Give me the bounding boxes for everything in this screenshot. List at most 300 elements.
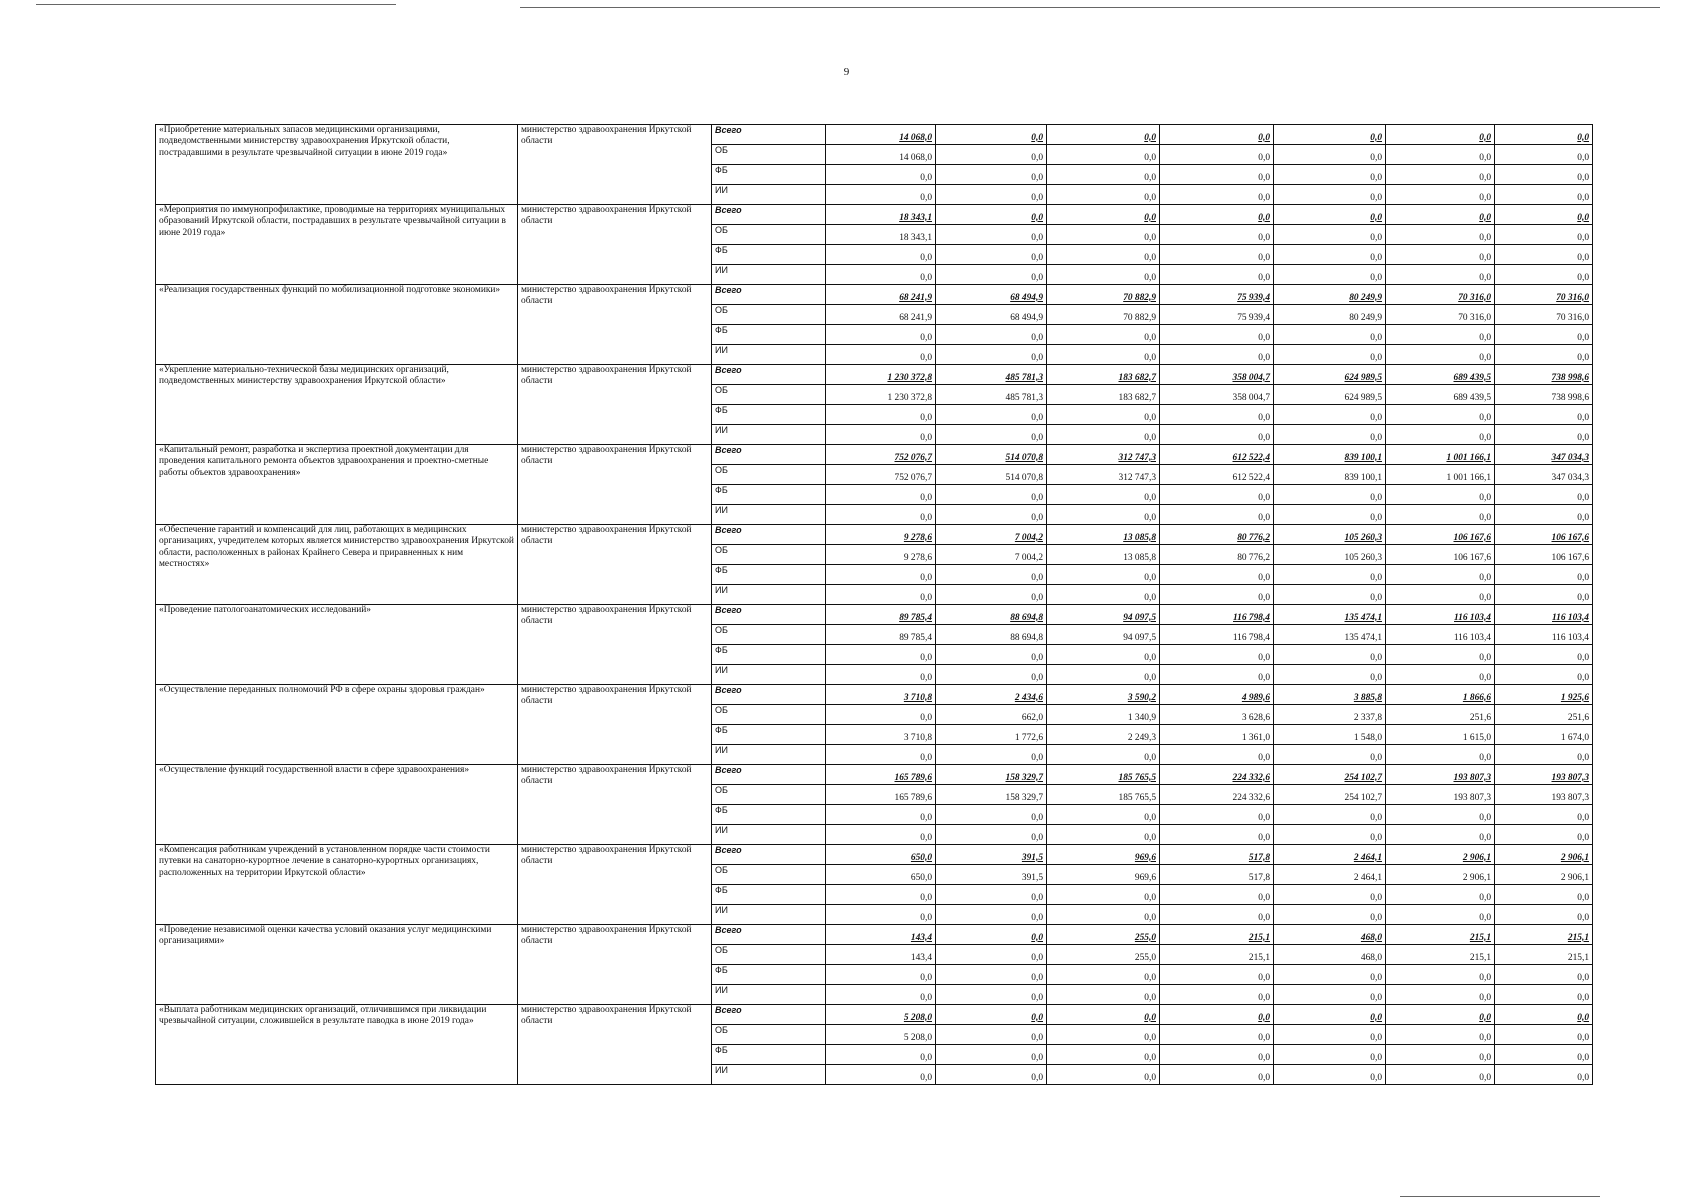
amount-cell: 7 004,2 <box>936 545 1047 565</box>
amount-cell: 116 103,4 <box>1495 605 1593 625</box>
amount-cell: 106 167,6 <box>1495 525 1593 545</box>
amount-cell: 0,0 <box>936 165 1047 185</box>
amount-cell: 116 103,4 <box>1386 625 1495 645</box>
amount-cell: 0,0 <box>936 405 1047 425</box>
amount-cell: 0,0 <box>1047 485 1160 505</box>
amount-cell: 0,0 <box>1160 1005 1274 1025</box>
amount-cell: 347 034,3 <box>1495 445 1593 465</box>
amount-cell: 0,0 <box>1160 965 1274 985</box>
amount-cell: 13 085,8 <box>1047 525 1160 545</box>
amount-cell: 0,0 <box>1386 1025 1495 1045</box>
amount-cell: 0,0 <box>1386 145 1495 165</box>
funding-source-cell: Всего <box>712 605 826 625</box>
table-row <box>156 925 1593 945</box>
amount-cell: 0,0 <box>936 325 1047 345</box>
amount-cell: 0,0 <box>936 505 1047 525</box>
amount-cell: 0,0 <box>936 1065 1047 1085</box>
amount-cell: 738 998,6 <box>1495 385 1593 405</box>
amount-cell: 193 807,3 <box>1386 765 1495 785</box>
amount-cell: 80 776,2 <box>1160 525 1274 545</box>
amount-cell: 0,0 <box>1495 645 1593 665</box>
funding-source-cell: ИИ <box>712 425 826 445</box>
amount-cell: 80 249,9 <box>1274 285 1386 305</box>
amount-cell: 0,0 <box>826 705 936 725</box>
program-name-cell: «Мероприятия по иммунопрофилактике, проводимые на территориях муниципальных образований Иркутской области, пострадавших в результате чрезвычайной ситуации в июне 2019 года» <box>156 205 518 285</box>
funding-source-cell: Всего <box>712 525 826 545</box>
funding-source-cell: ОБ <box>712 785 826 805</box>
amount-cell: 0,0 <box>1386 985 1495 1005</box>
amount-cell: 183 682,7 <box>1047 385 1160 405</box>
amount-cell: 215,1 <box>1495 945 1593 965</box>
amount-cell: 70 882,9 <box>1047 305 1160 325</box>
amount-cell: 0,0 <box>1274 1005 1386 1025</box>
amount-cell: 185 765,5 <box>1047 765 1160 785</box>
amount-cell: 468,0 <box>1274 945 1386 965</box>
amount-cell: 0,0 <box>1047 265 1160 285</box>
amount-cell: 0,0 <box>1160 345 1274 365</box>
amount-cell: 517,8 <box>1160 865 1274 885</box>
amount-cell: 0,0 <box>1274 205 1386 225</box>
program-name-cell: «Укрепление материально-технической базы медицинских организаций, подведомственных министерству здравоохранения Иркутской области» <box>156 365 518 445</box>
table-row <box>156 125 1593 145</box>
amount-cell: 0,0 <box>1274 265 1386 285</box>
amount-cell: 514 070,8 <box>936 445 1047 465</box>
amount-cell: 254 102,7 <box>1274 765 1386 785</box>
amount-cell: 89 785,4 <box>826 605 936 625</box>
funding-source-cell: ОБ <box>712 145 826 165</box>
amount-cell: 391,5 <box>936 865 1047 885</box>
amount-cell: 0,0 <box>1160 125 1274 145</box>
amount-cell: 2 906,1 <box>1495 865 1593 885</box>
amount-cell: 0,0 <box>1047 425 1160 445</box>
amount-cell: 0,0 <box>1274 145 1386 165</box>
amount-cell: 0,0 <box>1047 165 1160 185</box>
amount-cell: 0,0 <box>1274 805 1386 825</box>
amount-cell: 0,0 <box>1047 965 1160 985</box>
responsible-executor-cell: министерство здравоохранения Иркутской области <box>518 605 712 685</box>
amount-cell: 116 798,4 <box>1160 605 1274 625</box>
amount-cell: 0,0 <box>936 485 1047 505</box>
funding-source-cell: ФБ <box>712 565 826 585</box>
funding-source-cell: ОБ <box>712 865 826 885</box>
amount-cell: 0,0 <box>826 425 936 445</box>
amount-cell: 0,0 <box>1386 805 1495 825</box>
funding-source-cell: Всего <box>712 685 826 705</box>
amount-cell: 68 494,9 <box>936 305 1047 325</box>
amount-cell: 0,0 <box>826 645 936 665</box>
amount-cell: 0,0 <box>1047 125 1160 145</box>
amount-cell: 0,0 <box>826 165 936 185</box>
amount-cell: 215,1 <box>1386 945 1495 965</box>
amount-cell: 0,0 <box>826 825 936 845</box>
amount-cell: 183 682,7 <box>1047 365 1160 385</box>
amount-cell: 0,0 <box>1274 985 1386 1005</box>
amount-cell: 0,0 <box>1495 405 1593 425</box>
table-row <box>156 365 1593 385</box>
amount-cell: 0,0 <box>1386 965 1495 985</box>
amount-cell: 0,0 <box>826 585 936 605</box>
amount-cell: 0,0 <box>1495 1045 1593 1065</box>
amount-cell: 9 278,6 <box>826 545 936 565</box>
amount-cell: 0,0 <box>1386 1045 1495 1065</box>
amount-cell: 143,4 <box>826 945 936 965</box>
amount-cell: 0,0 <box>1495 1025 1593 1045</box>
amount-cell: 0,0 <box>1047 185 1160 205</box>
amount-cell: 738 998,6 <box>1495 365 1593 385</box>
amount-cell: 89 785,4 <box>826 625 936 645</box>
amount-cell: 485 781,3 <box>936 365 1047 385</box>
amount-cell: 0,0 <box>1160 325 1274 345</box>
amount-cell: 0,0 <box>826 1065 936 1085</box>
amount-cell: 0,0 <box>826 885 936 905</box>
amount-cell: 0,0 <box>1386 325 1495 345</box>
amount-cell: 0,0 <box>1274 225 1386 245</box>
amount-cell: 514 070,8 <box>936 465 1047 485</box>
amount-cell: 0,0 <box>1386 205 1495 225</box>
amount-cell: 0,0 <box>1274 1025 1386 1045</box>
amount-cell: 0,0 <box>1047 905 1160 925</box>
amount-cell: 0,0 <box>1274 905 1386 925</box>
table-row <box>156 685 1593 705</box>
funding-source-cell: ОБ <box>712 305 826 325</box>
funding-source-cell: Всего <box>712 845 826 865</box>
amount-cell: 0,0 <box>936 1025 1047 1045</box>
amount-cell: 0,0 <box>1386 225 1495 245</box>
amount-cell: 347 034,3 <box>1495 465 1593 485</box>
amount-cell: 0,0 <box>1274 965 1386 985</box>
amount-cell: 0,0 <box>1386 885 1495 905</box>
amount-cell: 14 068,0 <box>826 145 936 165</box>
amount-cell: 0,0 <box>1047 245 1160 265</box>
funding-source-cell: Всего <box>712 1005 826 1025</box>
amount-cell: 0,0 <box>936 145 1047 165</box>
amount-cell: 0,0 <box>1386 665 1495 685</box>
amount-cell: 185 765,5 <box>1047 785 1160 805</box>
program-name-cell: «Капитальный ремонт, разработка и экспертиза проектной документации для проведения капитального ремонта объектов здравоохранения и проектно-сметные работы объектов здравоохранения» <box>156 445 518 525</box>
amount-cell: 0,0 <box>1495 825 1593 845</box>
amount-cell: 0,0 <box>1160 745 1274 765</box>
amount-cell: 0,0 <box>1274 1045 1386 1065</box>
amount-cell: 752 076,7 <box>826 465 936 485</box>
amount-cell: 0,0 <box>1160 665 1274 685</box>
amount-cell: 0,0 <box>1160 425 1274 445</box>
amount-cell: 18 343,1 <box>826 205 936 225</box>
amount-cell: 752 076,7 <box>826 445 936 465</box>
responsible-executor-cell: министерство здравоохранения Иркутской области <box>518 445 712 525</box>
amount-cell: 0,0 <box>826 565 936 585</box>
amount-cell: 2 337,8 <box>1274 705 1386 725</box>
amount-cell: 0,0 <box>1047 885 1160 905</box>
funding-source-cell: ИИ <box>712 265 826 285</box>
funding-source-cell: ФБ <box>712 245 826 265</box>
funding-source-cell: Всего <box>712 925 826 945</box>
amount-cell: 116 798,4 <box>1160 625 1274 645</box>
amount-cell: 0,0 <box>826 905 936 925</box>
amount-cell: 312 747,3 <box>1047 445 1160 465</box>
program-name-cell: «Обеспечение гарантий и компенсаций для лиц, работающих в медицинских организациях, учредителем которых является министерство здравоохранения Иркутской области, расположенных в районах Крайнего Севера и приравненных к ним местностях» <box>156 525 518 605</box>
amount-cell: 0,0 <box>1495 165 1593 185</box>
amount-cell: 106 167,6 <box>1495 545 1593 565</box>
amount-cell: 0,0 <box>1495 425 1593 445</box>
amount-cell: 839 100,1 <box>1274 465 1386 485</box>
page-number: 9 <box>843 66 850 78</box>
funding-source-cell: ИИ <box>712 585 826 605</box>
amount-cell: 0,0 <box>1047 405 1160 425</box>
amount-cell: 5 208,0 <box>826 1025 936 1045</box>
amount-cell: 2 906,1 <box>1386 865 1495 885</box>
amount-cell: 0,0 <box>1495 125 1593 145</box>
amount-cell: 0,0 <box>1495 665 1593 685</box>
amount-cell: 839 100,1 <box>1274 445 1386 465</box>
amount-cell: 0,0 <box>1047 745 1160 765</box>
amount-cell: 0,0 <box>1047 585 1160 605</box>
amount-cell: 116 103,4 <box>1495 625 1593 645</box>
amount-cell: 0,0 <box>936 185 1047 205</box>
amount-cell: 0,0 <box>1495 505 1593 525</box>
amount-cell: 255,0 <box>1047 925 1160 945</box>
scan-edge-line <box>520 7 1660 8</box>
funding-source-cell: ОБ <box>712 465 826 485</box>
amount-cell: 135 474,1 <box>1274 625 1386 645</box>
amount-cell: 2 906,1 <box>1495 845 1593 865</box>
amount-cell: 0,0 <box>826 505 936 525</box>
table-row <box>156 845 1593 865</box>
amount-cell: 969,6 <box>1047 865 1160 885</box>
amount-cell: 358 004,7 <box>1160 365 1274 385</box>
amount-cell: 0,0 <box>1495 985 1593 1005</box>
amount-cell: 0,0 <box>936 585 1047 605</box>
scan-edge-line <box>1400 1196 1600 1197</box>
amount-cell: 0,0 <box>1160 165 1274 185</box>
amount-cell: 0,0 <box>1495 565 1593 585</box>
amount-cell: 312 747,3 <box>1047 465 1160 485</box>
amount-cell: 251,6 <box>1386 705 1495 725</box>
funding-source-cell: ФБ <box>712 965 826 985</box>
amount-cell: 0,0 <box>1047 1065 1160 1085</box>
funding-source-cell: ФБ <box>712 805 826 825</box>
amount-cell: 0,0 <box>1495 885 1593 905</box>
amount-cell: 215,1 <box>1160 925 1274 945</box>
amount-cell: 224 332,6 <box>1160 765 1274 785</box>
amount-cell: 0,0 <box>1495 145 1593 165</box>
amount-cell: 106 167,6 <box>1386 545 1495 565</box>
table-row <box>156 525 1593 545</box>
amount-cell: 0,0 <box>826 965 936 985</box>
amount-cell: 165 789,6 <box>826 765 936 785</box>
funding-source-cell: ИИ <box>712 745 826 765</box>
amount-cell: 1 001 166,1 <box>1386 465 1495 485</box>
funding-source-cell: ФБ <box>712 325 826 345</box>
financing-table-body <box>156 125 1593 1085</box>
amount-cell: 0,0 <box>1495 1065 1593 1085</box>
amount-cell: 4 989,6 <box>1160 685 1274 705</box>
amount-cell: 75 939,4 <box>1160 285 1274 305</box>
scan-edge-line <box>36 4 396 5</box>
amount-cell: 193 807,3 <box>1386 785 1495 805</box>
funding-source-cell: ФБ <box>712 405 826 425</box>
amount-cell: 0,0 <box>1274 885 1386 905</box>
funding-source-cell: ИИ <box>712 185 826 205</box>
amount-cell: 0,0 <box>1274 325 1386 345</box>
responsible-executor-cell: министерство здравоохранения Иркутской области <box>518 925 712 1005</box>
amount-cell: 0,0 <box>1274 165 1386 185</box>
amount-cell: 0,0 <box>1160 265 1274 285</box>
funding-source-cell: ИИ <box>712 825 826 845</box>
amount-cell: 0,0 <box>1495 185 1593 205</box>
amount-cell: 94 097,5 <box>1047 605 1160 625</box>
funding-source-cell: ФБ <box>712 725 826 745</box>
amount-cell: 0,0 <box>1047 205 1160 225</box>
amount-cell: 70 882,9 <box>1047 285 1160 305</box>
program-name-cell: «Выплата работникам медицинских организаций, отличившимся при ликвидации чрезвычайной ситуации, сложившейся в результате паводка в июне 2019 года» <box>156 1005 518 1085</box>
amount-cell: 215,1 <box>1386 925 1495 945</box>
funding-source-cell: ИИ <box>712 985 826 1005</box>
amount-cell: 215,1 <box>1160 945 1274 965</box>
amount-cell: 1 772,6 <box>936 725 1047 745</box>
amount-cell: 1 866,6 <box>1386 685 1495 705</box>
responsible-executor-cell: министерство здравоохранения Иркутской области <box>518 765 712 845</box>
amount-cell: 0,0 <box>1495 345 1593 365</box>
amount-cell: 1 615,0 <box>1386 725 1495 745</box>
amount-cell: 3 590,2 <box>1047 685 1160 705</box>
amount-cell: 0,0 <box>1386 425 1495 445</box>
amount-cell: 0,0 <box>1160 645 1274 665</box>
amount-cell: 0,0 <box>1386 745 1495 765</box>
amount-cell: 0,0 <box>1160 145 1274 165</box>
amount-cell: 0,0 <box>1386 185 1495 205</box>
amount-cell: 0,0 <box>1160 885 1274 905</box>
amount-cell: 88 694,8 <box>936 605 1047 625</box>
amount-cell: 468,0 <box>1274 925 1386 945</box>
amount-cell: 0,0 <box>1495 1005 1593 1025</box>
amount-cell: 0,0 <box>826 325 936 345</box>
amount-cell: 689 439,5 <box>1386 385 1495 405</box>
amount-cell: 1 925,6 <box>1495 685 1593 705</box>
amount-cell: 0,0 <box>1047 825 1160 845</box>
amount-cell: 0,0 <box>1160 905 1274 925</box>
amount-cell: 215,1 <box>1495 925 1593 945</box>
amount-cell: 0,0 <box>936 205 1047 225</box>
amount-cell: 0,0 <box>936 945 1047 965</box>
amount-cell: 0,0 <box>826 805 936 825</box>
amount-cell: 0,0 <box>936 1005 1047 1025</box>
amount-cell: 0,0 <box>1160 405 1274 425</box>
amount-cell: 0,0 <box>936 225 1047 245</box>
amount-cell: 193 807,3 <box>1495 765 1593 785</box>
amount-cell: 0,0 <box>1386 405 1495 425</box>
amount-cell: 0,0 <box>936 565 1047 585</box>
amount-cell: 135 474,1 <box>1274 605 1386 625</box>
amount-cell: 0,0 <box>936 345 1047 365</box>
amount-cell: 0,0 <box>1160 1045 1274 1065</box>
amount-cell: 517,8 <box>1160 845 1274 865</box>
amount-cell: 3 628,6 <box>1160 705 1274 725</box>
amount-cell: 0,0 <box>1495 265 1593 285</box>
funding-source-cell: ИИ <box>712 505 826 525</box>
amount-cell: 9 278,6 <box>826 525 936 545</box>
amount-cell: 391,5 <box>936 845 1047 865</box>
amount-cell: 80 776,2 <box>1160 545 1274 565</box>
amount-cell: 0,0 <box>1274 485 1386 505</box>
amount-cell: 0,0 <box>1160 185 1274 205</box>
amount-cell: 612 522,4 <box>1160 445 1274 465</box>
amount-cell: 650,0 <box>826 845 936 865</box>
amount-cell: 0,0 <box>1274 125 1386 145</box>
amount-cell: 70 316,0 <box>1495 305 1593 325</box>
amount-cell: 0,0 <box>826 185 936 205</box>
amount-cell: 689 439,5 <box>1386 365 1495 385</box>
amount-cell: 0,0 <box>1386 585 1495 605</box>
amount-cell: 0,0 <box>826 345 936 365</box>
amount-cell: 0,0 <box>1495 905 1593 925</box>
amount-cell: 0,0 <box>1160 825 1274 845</box>
amount-cell: 650,0 <box>826 865 936 885</box>
amount-cell: 0,0 <box>936 665 1047 685</box>
amount-cell: 0,0 <box>826 745 936 765</box>
amount-cell: 0,0 <box>1386 1065 1495 1085</box>
amount-cell: 0,0 <box>1160 985 1274 1005</box>
amount-cell: 0,0 <box>1495 325 1593 345</box>
amount-cell: 0,0 <box>1386 265 1495 285</box>
responsible-executor-cell: министерство здравоохранения Иркутской области <box>518 1005 712 1085</box>
funding-source-cell: Всего <box>712 205 826 225</box>
amount-cell: 0,0 <box>1160 805 1274 825</box>
amount-cell: 0,0 <box>936 425 1047 445</box>
table-row <box>156 1005 1593 1025</box>
amount-cell: 116 103,4 <box>1386 605 1495 625</box>
funding-source-cell: ФБ <box>712 885 826 905</box>
amount-cell: 165 789,6 <box>826 785 936 805</box>
amount-cell: 14 068,0 <box>826 125 936 145</box>
amount-cell: 0,0 <box>1274 665 1386 685</box>
amount-cell: 105 260,3 <box>1274 545 1386 565</box>
amount-cell: 612 522,4 <box>1160 465 1274 485</box>
amount-cell: 0,0 <box>826 265 936 285</box>
amount-cell: 0,0 <box>1047 1005 1160 1025</box>
amount-cell: 0,0 <box>936 985 1047 1005</box>
amount-cell: 0,0 <box>1047 1025 1160 1045</box>
responsible-executor-cell: министерство здравоохранения Иркутской области <box>518 205 712 285</box>
funding-source-cell: Всего <box>712 125 826 145</box>
amount-cell: 7 004,2 <box>936 525 1047 545</box>
amount-cell: 0,0 <box>1047 665 1160 685</box>
amount-cell: 0,0 <box>1160 1025 1274 1045</box>
amount-cell: 0,0 <box>1274 425 1386 445</box>
amount-cell: 0,0 <box>1047 145 1160 165</box>
amount-cell: 969,6 <box>1047 845 1160 865</box>
amount-cell: 0,0 <box>826 245 936 265</box>
amount-cell: 0,0 <box>1160 1065 1274 1085</box>
amount-cell: 0,0 <box>1386 645 1495 665</box>
amount-cell: 0,0 <box>936 805 1047 825</box>
amount-cell: 5 208,0 <box>826 1005 936 1025</box>
amount-cell: 158 329,7 <box>936 765 1047 785</box>
amount-cell: 0,0 <box>1495 805 1593 825</box>
amount-cell: 1 674,0 <box>1495 725 1593 745</box>
amount-cell: 68 241,9 <box>826 305 936 325</box>
amount-cell: 358 004,7 <box>1160 385 1274 405</box>
program-name-cell: «Приобретение материальных запасов медицинскими организациями, подведомственными министерству здравоохранения Иркутской области, пострадавшими в результате чрезвычайной ситуации в июне 2019 года» <box>156 125 518 205</box>
funding-source-cell: ОБ <box>712 545 826 565</box>
responsible-executor-cell: министерство здравоохранения Иркутской области <box>518 685 712 765</box>
table-row <box>156 205 1593 225</box>
amount-cell: 251,6 <box>1495 705 1593 725</box>
funding-source-cell: ОБ <box>712 625 826 645</box>
financing-table <box>155 124 1593 1085</box>
amount-cell: 70 316,0 <box>1386 305 1495 325</box>
amount-cell: 255,0 <box>1047 945 1160 965</box>
amount-cell: 0,0 <box>1274 345 1386 365</box>
